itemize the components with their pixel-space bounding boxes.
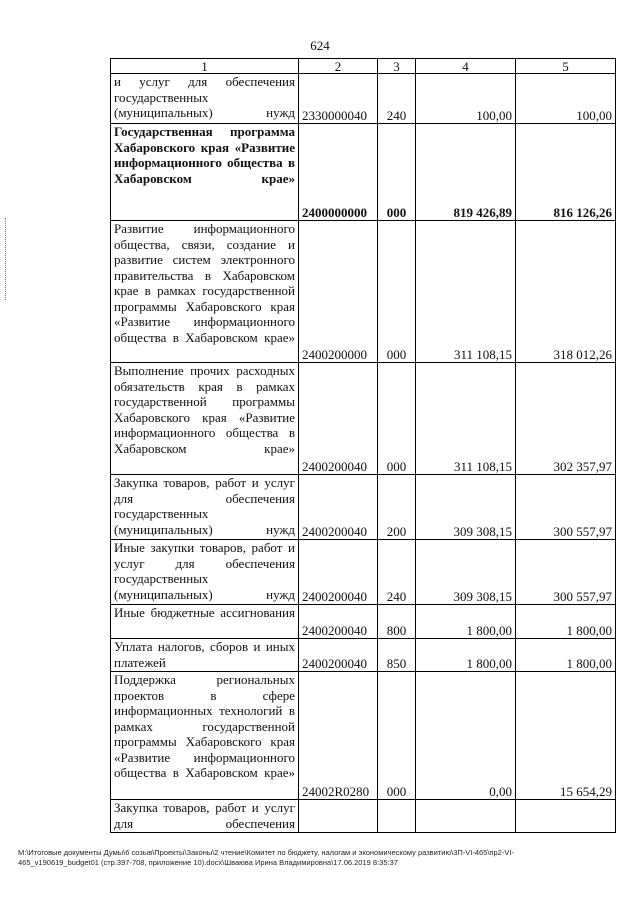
expense-name: Уплата налогов, сборов и иных платежей [111,639,299,672]
amount-year-2: 15 654,29 [516,672,616,800]
amount-year-1: 100,00 [416,74,516,124]
table-header-row [111,59,616,74]
expense-name: Развитие информационного общества, связи, создание и развитие систем электронного правительства в Хабаровском крае в рамках государственной программы Хабаровского края «Развитие информационного общества в Хабаровском крае» [111,221,299,363]
amount-year-2 [516,800,616,833]
expense-name: Закупка товаров, работ и услуг для обеспечения [111,800,299,833]
amount-year-2: 100,00 [516,74,616,124]
expense-type-code: 240 [378,540,416,605]
table-row [111,672,616,800]
expense-type-code: 000 [378,672,416,800]
target-article-code: 2400000000 [299,124,378,221]
table-row [111,124,616,221]
budget-table [110,58,616,833]
target-article-code: 24002R0280 [299,672,378,800]
amount-year-1: 309 308,15 [416,540,516,605]
table-row [111,74,616,124]
expense-name: Иные бюджетные ассигнования [111,605,299,639]
document-footer [18,848,618,868]
expense-name: Государственная программа Хабаровского края «Развитие информационного общества в Хабаровском крае» [111,124,299,221]
amount-year-1: 0,00 [416,672,516,800]
expense-name: Иные закупки товаров, работ и услуг для обеспечения государственных (муниципальных) нужд [111,540,299,605]
amount-year-2: 300 557,97 [516,475,616,540]
expense-name: Выполнение прочих расходных обязательств края в рамках государственной программы Хабаровского края «Развитие информационного общества в Хабаровском крае» [111,363,299,475]
amount-year-2: 1 800,00 [516,639,616,672]
page-number: 624 [310,38,330,53]
expense-type-code: 000 [378,363,416,475]
table-row [111,540,616,605]
target-article-code: 2400200040 [299,540,378,605]
expense-name: Поддержка региональных проектов в сфере информационных технологий в рамках государственной программы Хабаровского края «Развитие информационного общества в Хабаровском крае» [111,672,299,800]
target-article-code: 2400200040 [299,475,378,540]
expense-type-code: 800 [378,605,416,639]
amount-year-2: 300 557,97 [516,540,616,605]
footer-path-line: 465_v190619_budget01 (стр.397-708, приложение 10).docx\Шваюва Ирина Владимировна\17.06.2019 8:35:37 [18,858,398,867]
amount-year-2: 302 357,97 [516,363,616,475]
footer-path-line: M:\Итоговые документы Думы\6 созыв\Проекты\Законы\2 чтение\Комитет по бюджету, налогам и экономическому развитию\3П-VI-465\пр2-VI- [18,848,514,857]
amount-year-1: 1 800,00 [416,639,516,672]
expense-type-code: 200 [378,475,416,540]
expense-type-code [378,800,416,833]
table-row [111,639,616,672]
expense-type-code: 000 [378,124,416,221]
table-row [111,363,616,475]
expense-type-code: 240 [378,74,416,124]
margin-rule [5,218,6,300]
expense-name: и услуг для обеспечения государственных (муниципальных) нужд [111,74,299,124]
amount-year-2: 816 126,26 [516,124,616,221]
amount-year-1: 309 308,15 [416,475,516,540]
expense-type-code: 850 [378,639,416,672]
header-cell: 4 [416,59,516,74]
header-cell: 2 [299,59,378,74]
amount-year-1: 311 108,15 [416,363,516,475]
header-cell: 1 [111,59,299,74]
target-article-code [299,800,378,833]
header-cell: 5 [516,59,616,74]
target-article-code: 2400200040 [299,605,378,639]
amount-year-2: 1 800,00 [516,605,616,639]
header-cell: 3 [378,59,416,74]
expense-type-code: 000 [378,221,416,363]
expense-name: Закупка товаров, работ и услуг для обеспечения государственных (муниципальных) нужд [111,475,299,540]
amount-year-1: 311 108,15 [416,221,516,363]
target-article-code: 2400200040 [299,363,378,475]
table-row [111,221,616,363]
amount-year-1 [416,800,516,833]
table-row [111,605,616,639]
target-article-code: 2400200000 [299,221,378,363]
amount-year-1: 819 426,89 [416,124,516,221]
target-article-code: 2400200040 [299,639,378,672]
amount-year-1: 1 800,00 [416,605,516,639]
table-row [111,475,616,540]
amount-year-2: 318 012,26 [516,221,616,363]
target-article-code: 2330000040 [299,74,378,124]
table-row [111,800,616,833]
